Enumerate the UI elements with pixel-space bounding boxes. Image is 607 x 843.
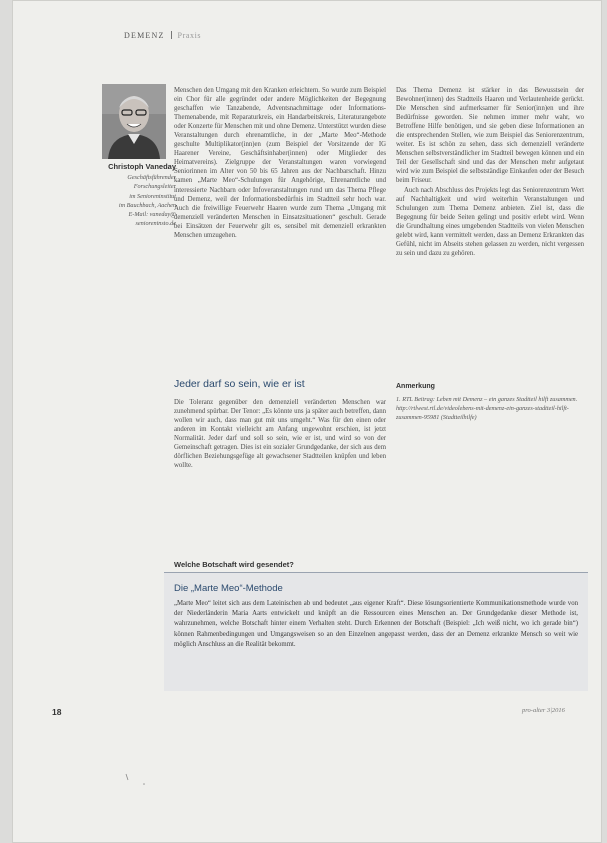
publication-footer: pro-alter 3|2016 — [522, 707, 565, 714]
header-section: DEMENZ — [124, 31, 165, 40]
author-role-line: E-Mail: vaneday@ — [128, 211, 176, 219]
author-role — [72, 173, 176, 229]
body-paragraph: Die Toleranz gegenüber den demenziell veränderten Menschen war zunehmend spürbar. Der Tenor: „Es könnte uns ja später auch betreffen, dann wollen wir auch, dass man gut mit uns umgeht.“ Was für den einen oder anderen im Kontakt vielleicht am Anfang ungewohnt erschien, ist jetzt Normalität. Jeder darf und soll so sein, wie er ist, und wird so von der Gemeinschaft getragen. Dies ist ein sozialer Grundgedanke, der sich aus dem dörflichen Beziehungsgefüge alt gewachsener Stadtteilen knüpfen und leben wollte. — [174, 399, 386, 470]
author-role-line: Geschäftsführender — [127, 174, 176, 181]
body-paragraph: Menschen den Umgang mit den Kranken erleichtern. So wurde zum Beispiel ein Chor für alle gegründet oder andere Möglichkeiten der Begegnung geschaffen wie Tanzabende, Adventsnachmittage oder Informations-Themenabende, mit Reparaturkreis, ein Handarbeitskreis, Literaturangebote oder Konzerte für Menschen mit und ohne Demenz. Unterstützt wurden diese Veranstaltungen durch ehrenamtliche, in der „Marte Meo“-Methode geschulte Multiplikator(inn)en (zum Beispiel der Vorsitzende der IG Haarener Vereine, Geschäftsinhaber(innen) oder Mitglieder des Heimatvereins). Zielgruppe der Veranstaltungen waren vorwiegend Seniorinnen im Alter von 50 bis 65 Jahren aus der Nachbarschaft. Hinzu kamen „Marte Meo“-Schulungen für Angehörige, Ehrenamtliche und interessierte Nachbarn oder Infoveranstaltungen rund um das Thema Pflege und Demenz, weil der Informationsbedürfnis im Stadtteil sehr hoch war. Auch die freiwillige Feuerwehr Haaren wurde zum Thema „Umgang mit demenziell veränderten Menschen in Einsatzsituationen“ geschult. Gerade bei Einsätzen der Feuerwehr gilt es, sensibel mit demenziell erkrankten Menschen umzugehen. — [174, 87, 386, 239]
infobox — [164, 572, 588, 691]
author-photo — [102, 84, 166, 159]
author-role-line: Forschungsleiter — [133, 183, 176, 191]
scan-speck-marks — [122, 770, 152, 790]
author-role-line: senioreninsto.de — [135, 220, 176, 228]
infobox-text: „Marte Meo“ leitet sich aus dem Lateinischen ab und bedeutet „aus eigener Kraft“. Diese lösungsorientierte Kommunikationsmethode wurde von der Niederländerin Maria Aarts entwickelt und knüpft an die Ressourcen eines Menschen an. Der Grundgedanke dieser Methode ist, wahrzunehmen, welche Botschaft hinter einem Verhalten steht. Durch Erkennen der Botschaft (Beispiel: „Ich weiß nicht, wo ich gerade bin“) können Rahmenbedingungen und Umgangsweisen so an den Einzelnen angepasst werden, dass der an Demenz erkrankte Mensch so weit wie möglich Anschluss an die Realität bekommt. — [174, 600, 578, 648]
infobox-heading: Die „Marte Meo“-Methode — [174, 583, 283, 594]
body-paragraph: Das Thema Demenz ist stärker in das Bewusstsein der Bewohner(innen) des Stadtteils Haaren und Verlautenheide gerückt. Die Menschen sind aufmerksamer für Senior(inn)en und ihre Bedürfnisse geworden. Sie nehmen immer mehr wahr, wo Betroffene Hilfe benötigen, und sie geben diese Informationen an die entsprechenden Stellen, wie zum Beispiel das Seniorenzentrum, weiter. Es ist schön zu sehen, dass sich demenziell veränderte Menschen selbstverständlicher im Stadtteil bewegen können und ein Teil der Gesellschaft sind und das der Menschen mehr aufgetaut wird wie zum Beispiel die selbstständige Einkaufen oder der Besuch beim Friseur. — [396, 87, 584, 185]
running-header — [124, 31, 201, 40]
author-photo-image — [102, 84, 166, 159]
header-divider — [171, 31, 172, 39]
page-number: 18 — [52, 707, 62, 717]
body-paragraph: Auch nach Abschluss des Projekts legt das Seniorenzentrum Wert auf Nachhaltigkeit und wird weiterhin Veranstaltungen und Schulungen zum Thema Demenz anbieten. Ziel ist, dass die Begegnung für beide Seiten gelingt und positiv erlebt wird. Wenn die Grundhaltung eines umgebenden Stadtteils von vielen Menschen gelebt wird, kann vermittelt werden, dass an Demenz Erkrankten das Gefühl, nicht im Abseits stehen gelassen zu werden, nicht vergessen zu sein und dazu zu gehören. — [396, 186, 584, 257]
section-subheading: Jeder darf so sein, wie er ist — [174, 378, 305, 390]
column-two-body — [396, 86, 584, 258]
infobox-title: Welche Botschaft wird gesendet? — [174, 560, 294, 569]
header-subsection: Praxis — [177, 31, 202, 40]
author-name: Christoph Vaneday — [108, 162, 176, 171]
note-text: 1. RTL Beitrag: Leben mit Demenz – ein ganzes Stadtteil hilft zusammen. http://rtlwest.rtl.de/videolebens-mit-demenz-ein-ganzes-stadtteil-hilft-zusammen-95981 (Stadtteilhilfe) — [396, 396, 578, 421]
column-one-body-continued — [174, 398, 386, 470]
column-one-body — [174, 86, 386, 240]
note-title: Anmerkung — [396, 383, 435, 390]
author-role-line: im Senioreninstitut — [129, 192, 176, 200]
author-role-line: im Bauchbach, Aachen — [118, 201, 176, 209]
document-sheet — [12, 0, 602, 843]
